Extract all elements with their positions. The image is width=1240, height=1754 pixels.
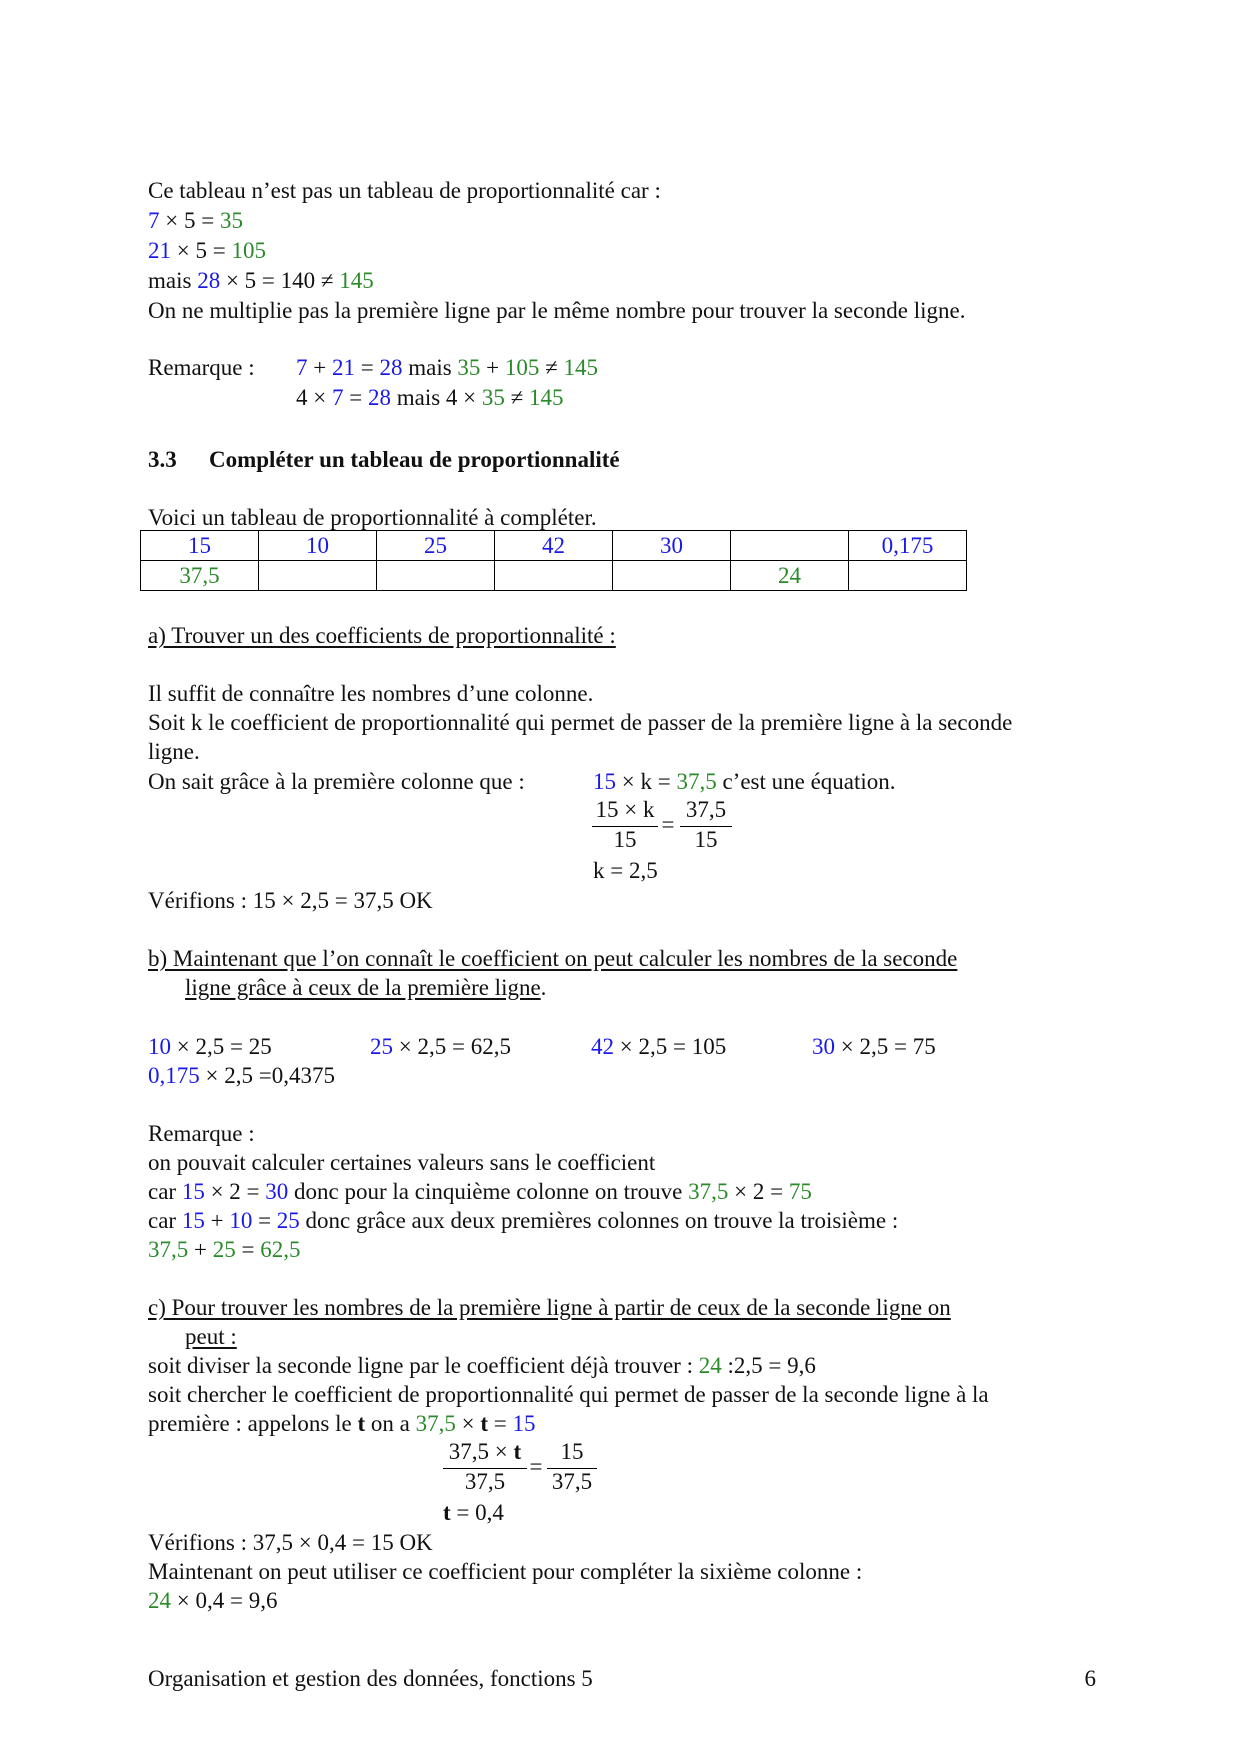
page-number: 6 xyxy=(1084,1666,1096,1691)
fraction-denominator: 15 xyxy=(694,827,718,852)
paragraph-line: Soit k le coefficient de proportionnalité qui permet de passer de la première ligne à la seconde xyxy=(148,710,1013,735)
paragraph-line: Il suffit de connaître les nombres d’une colonne. xyxy=(148,681,594,706)
calc-item: 10 × 2,5 = 25 xyxy=(148,1034,272,1059)
remark-line: 4 × 7 = 28 mais 4 × 35 ≠ 145 xyxy=(296,385,564,410)
part-c-heading-cont: peut : xyxy=(185,1324,237,1349)
paragraph-line: 37,5 + 25 = 62,5 xyxy=(148,1237,301,1262)
calc-item: 0,175 × 2,5 =0,4375 xyxy=(148,1063,335,1088)
footer-title: Organisation et gestion des données, fonctions 5 xyxy=(148,1666,593,1691)
paragraph-line: soit diviser la seconde ligne par le coefficient déjà trouver : 24 :2,5 = 9,6 xyxy=(148,1353,816,1378)
paragraph-line: ligne. xyxy=(148,739,200,764)
table-cell xyxy=(613,561,731,591)
table-cell: 24 xyxy=(731,561,849,591)
table-cell: 0,175 xyxy=(849,531,967,561)
paragraph-line: car 15 + 10 = 25 donc grâce aux deux premières colonnes on trouve la troisième : xyxy=(148,1208,899,1233)
paragraph-line: soit chercher le coefficient de proportionnalité qui permet de passer de la seconde ligne à la xyxy=(148,1382,989,1407)
calc-item: 42 × 2,5 = 105 xyxy=(591,1034,727,1059)
calc-item: 30 × 2,5 = 75 xyxy=(812,1034,936,1059)
fraction-numerator: 15 xyxy=(560,1439,584,1464)
equals-sign: = xyxy=(661,812,675,837)
fraction-numerator: 37,5 xyxy=(685,797,727,822)
result-line: t = 0,4 xyxy=(443,1500,504,1525)
fraction-numerator: 15 × k xyxy=(595,797,655,822)
table-cell xyxy=(495,561,613,591)
paragraph-line: car 15 × 2 = 30 donc pour la cinquième colonne on trouve 37,5 × 2 = 75 xyxy=(148,1179,812,1204)
fraction-numerator: 37,5 × t xyxy=(448,1439,522,1464)
remark-label: Remarque : xyxy=(148,1121,255,1146)
table-cell: 15 xyxy=(141,531,259,561)
remark-line: 7 + 21 = 28 mais 35 + 105 ≠ 145 xyxy=(296,355,599,380)
paragraph-line: Maintenant on peut utiliser ce coefficient pour compléter la sixième colonne : xyxy=(148,1559,863,1584)
paragraph-line: première : appelons le t on a 37,5 × t = 15 xyxy=(148,1411,536,1436)
equals-sign: = xyxy=(529,1454,543,1479)
table-row-second xyxy=(141,561,967,591)
part-b-heading: b) Maintenant que l’on connaît le coefficient on peut calculer les nombres de la seconde xyxy=(148,946,958,971)
conclusion-text: On ne multiplie pas la première ligne par le même nombre pour trouver la seconde ligne. xyxy=(148,298,966,323)
equation-line: 15 × k = 37,5 c’est une équation. xyxy=(593,769,896,794)
table-cell: 37,5 xyxy=(141,561,259,591)
paragraph-line: 24 × 0,4 = 9,6 xyxy=(148,1588,278,1613)
paragraph-line: on pouvait calculer certaines valeurs sans le coefficient xyxy=(148,1150,656,1175)
table-cell xyxy=(731,531,849,561)
table-cell xyxy=(849,561,967,591)
section-title: Compléter un tableau de proportionnalité xyxy=(209,447,620,472)
paragraph-line: On sait grâce à la première colonne que : xyxy=(148,769,525,794)
fraction-denominator: 15 xyxy=(613,827,637,852)
table-cell: 30 xyxy=(613,531,731,561)
calc-item: 25 × 2,5 = 62,5 xyxy=(370,1034,511,1059)
table-cell xyxy=(377,561,495,591)
remark-label: Remarque : xyxy=(148,355,255,380)
table-intro: Voici un tableau de proportionnalité à compléter. xyxy=(148,505,597,530)
table-row-first xyxy=(141,531,967,561)
table-cell: 10 xyxy=(259,531,377,561)
fraction-denominator: 37,5 xyxy=(464,1469,506,1494)
section-number: 3.3 xyxy=(148,447,177,472)
equation-line: 21 × 5 = 105 xyxy=(148,238,266,263)
intro-line: Ce tableau n’est pas un tableau de proportionnalité car : xyxy=(148,178,661,203)
table-cell: 25 xyxy=(377,531,495,561)
check-line: Vérifions : 37,5 × 0,4 = 15 OK xyxy=(148,1530,433,1555)
part-b-heading-cont: ligne grâce à ceux de la première ligne. xyxy=(185,975,547,1000)
table-cell xyxy=(259,561,377,591)
part-c-heading: c) Pour trouver les nombres de la première ligne à partir de ceux de la seconde ligne on xyxy=(148,1295,951,1320)
part-a-heading: a) Trouver un des coefficients de proportionnalité : xyxy=(148,623,616,648)
table-cell: 42 xyxy=(495,531,613,561)
proportionality-table xyxy=(140,530,967,591)
fraction-denominator: 37,5 xyxy=(551,1469,593,1494)
result-line: k = 2,5 xyxy=(593,858,658,883)
equation-line: 7 × 5 = 35 xyxy=(148,208,243,233)
check-line: Vérifions : 15 × 2,5 = 37,5 OK xyxy=(148,888,433,913)
equation-line: mais 28 × 5 = 140 ≠ 145 xyxy=(148,268,374,293)
